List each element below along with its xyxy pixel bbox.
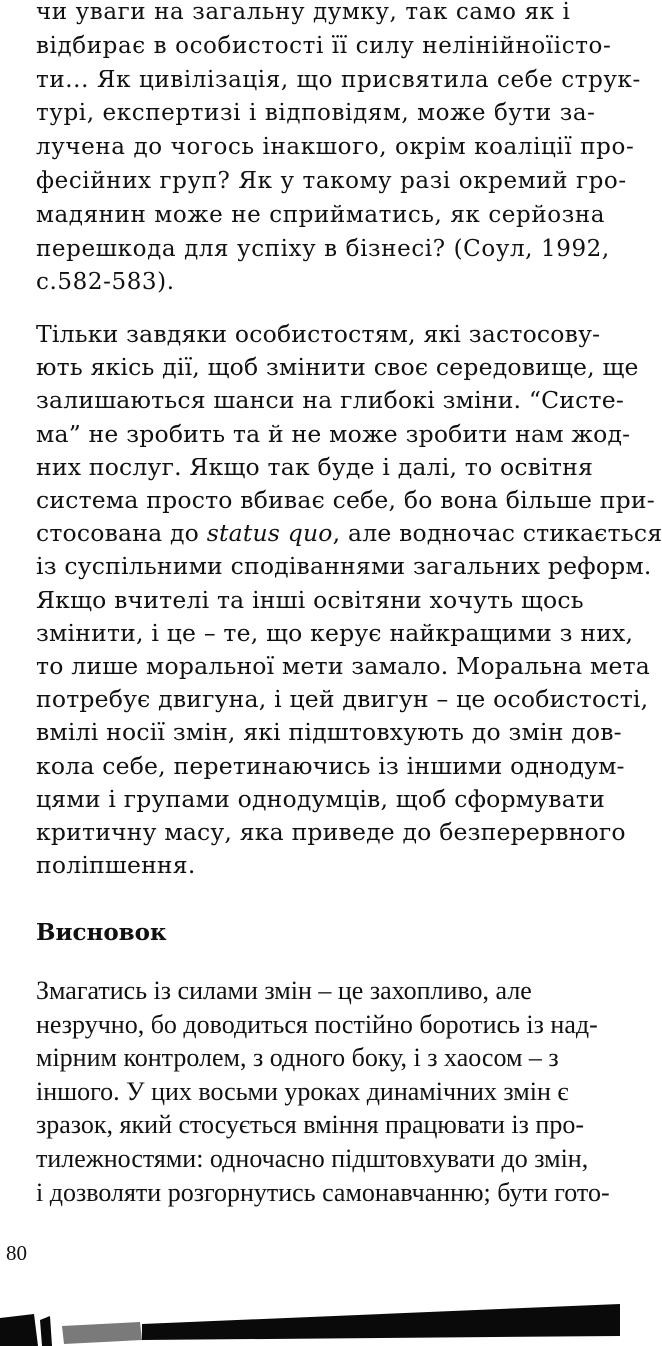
body-line-status-quo <box>36 517 662 550</box>
status-quo-term: status quo <box>206 519 333 548</box>
body-line: вмілі носії змін, які підштовхують до змін дов- <box>36 718 622 747</box>
section-heading: Висновок <box>36 919 167 946</box>
body-line: ють якісь дії, щоб змінити своє середовище, ще <box>36 353 639 382</box>
body-line: критичну масу, яка приведе до безперервного <box>36 818 626 847</box>
body-line: система просто вбиває себе, бо вона більше при- <box>36 486 655 515</box>
body-line: залишаються шанси на глибокі зміни. “Систе- <box>36 386 624 415</box>
quote-line: перешкода для успіху в бізнесі? (Соул, 1992, <box>36 235 610 262</box>
quote-line: відбирає в особистості її силу нелінійноїісто- <box>36 32 612 59</box>
quote-line: мадянин може не сприйматись, як серйозна <box>36 201 606 228</box>
body-line: кола себе, перетинаючись із іншими однодум- <box>36 751 625 780</box>
conclusion-line: зразок, який стосується вміння працювати із про- <box>36 1110 584 1140</box>
conclusion-line: Змагатись із силами змін – це захопливо, але <box>36 976 532 1005</box>
body-line: цями і групами однодумців, щоб сформувати <box>36 784 605 813</box>
quote-line: лучена до чогось інакшого, окрім коаліції про- <box>36 134 635 161</box>
body-paragraph <box>36 318 662 882</box>
quote-line: турі, експертизі і відповідям, може бути за- <box>36 100 596 127</box>
conclusion-paragraph <box>36 974 614 1209</box>
body-line-end: , але водночас стикається <box>332 519 662 548</box>
body-line: поліпшення. <box>36 851 196 880</box>
scan-edge-band <box>0 1300 620 1346</box>
body-line: то лише моральної мети замало. Моральна мета <box>36 652 651 681</box>
quote-line: фесійних груп? Як у такому разі окремий гро- <box>36 167 627 194</box>
quote-block <box>36 0 641 300</box>
conclusion-line: незручно, бо доводиться постійно боротись із над- <box>36 1009 598 1039</box>
body-line: із суспільними сподіваннями загальних реформ. <box>36 552 652 581</box>
conclusion-line: і дозволяти розгорнутись самонавчанню; бути гото- <box>36 1177 610 1207</box>
body-line: потребує двигуна, і цей двигун – це особистості, <box>36 685 649 714</box>
conclusion-line: тилежностями: одночасно підштовхувати до змін, <box>36 1143 589 1173</box>
quote-line: чи уваги на загальну думку, так само як і <box>36 0 571 25</box>
body-line: змінити, і це – те, що керує найкращими з них, <box>36 618 634 647</box>
body-line: них послуг. Якщо так буде і далі, то освітня <box>36 452 593 481</box>
body-line: Якщо вчителі та інші освітяни хочуть щось <box>36 585 584 614</box>
quote-line: ти... Як цивілізація, що присвятила себе струк- <box>36 66 641 93</box>
quote-line: с.582-583). <box>36 269 175 296</box>
conclusion-line: іншого. У цих восьми уроках динамічних змін є <box>36 1076 569 1106</box>
conclusion-line: мірним контролем, з одного боку, і з хаосом – з <box>36 1043 559 1073</box>
page-number: 80 <box>6 1241 27 1265</box>
body-line: ма” не зробить та й не може зробити нам жод- <box>36 419 631 448</box>
body-line-start: стосована до <box>36 519 207 548</box>
body-line: Тільки завдяки особистостям, які застосову- <box>36 320 601 348</box>
